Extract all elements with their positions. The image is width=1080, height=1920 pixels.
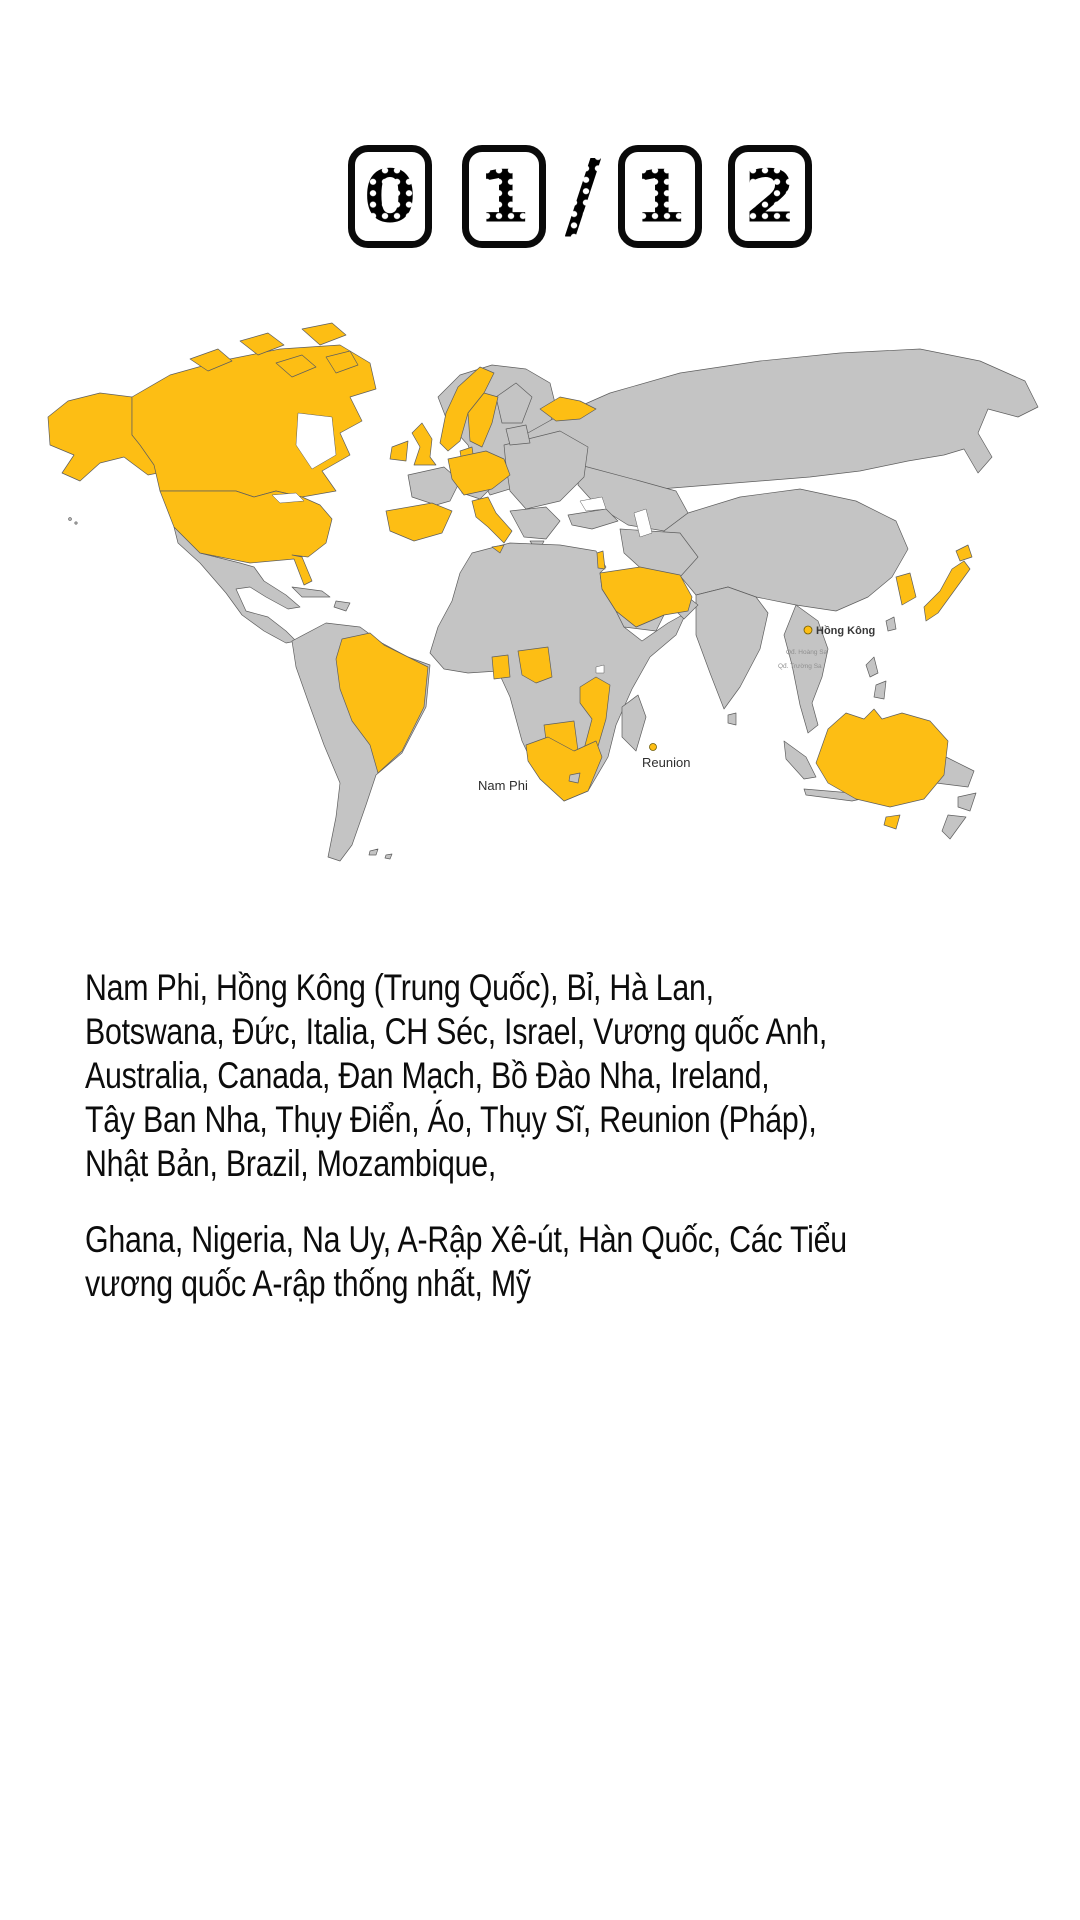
country-israel <box>597 551 605 569</box>
region-baltics <box>506 425 530 445</box>
country-south-africa <box>526 737 602 801</box>
counter-separator <box>552 139 614 251</box>
islands-hawaii-2 <box>75 522 77 524</box>
region-spain-portugal <box>386 503 452 541</box>
page-counter <box>348 138 814 251</box>
country-cuba <box>292 587 330 597</box>
reunion-marker <box>650 744 657 751</box>
nam-phi-label: Nam Phi <box>478 778 528 793</box>
country-ireland <box>390 441 408 461</box>
country-list <box>85 966 889 1306</box>
island-tasmania <box>884 815 900 829</box>
canada-arctic-island-4 <box>302 323 346 345</box>
country-china <box>664 489 908 611</box>
country-list-paragraph-2 <box>85 1218 889 1306</box>
island-sumatra <box>784 741 816 779</box>
truong-sa-label: Qđ. Trường Sa <box>778 663 822 670</box>
country-india <box>696 587 768 709</box>
island-sri-lanka <box>728 713 736 725</box>
country-south-korea <box>896 573 916 605</box>
reunion-label: Reunion <box>642 755 691 770</box>
counter-digit-box-3 <box>618 145 702 248</box>
country-list-line: Australia, Canada, Đan Mạch, Bồ Đào Nha, Ireland, <box>85 1055 770 1096</box>
hong-kong-marker <box>804 626 812 634</box>
counter-digit-2: 1 <box>477 153 531 239</box>
islands-hawaii <box>69 518 72 521</box>
country-list-line: Tây Ban Nha, Thụy Điển, Áo, Thụy Sĩ, Reunion (Pháp), <box>85 1099 817 1140</box>
counter-digit-box-2 <box>462 145 546 248</box>
country-philippines <box>866 657 886 699</box>
counter-digit-4: 2 <box>743 153 797 239</box>
islands-falkland <box>369 849 392 859</box>
country-taiwan <box>886 617 896 631</box>
hong-kong-label: Hồng Kông <box>816 625 876 637</box>
country-list-paragraph-1 <box>85 966 889 1186</box>
counter-digit-box-1 <box>348 145 432 248</box>
country-list-line: vương quốc A-rập thống nhất, Mỹ <box>85 1263 531 1304</box>
country-list-line: Nhật Bản, Brazil, Mozambique, <box>85 1143 497 1184</box>
counter-digit-box-4 <box>728 145 812 248</box>
world-map-svg <box>40 305 1045 865</box>
hoang-sa-label: Qđ. Hoàng Sa <box>786 649 828 656</box>
country-united-kingdom <box>412 423 436 465</box>
country-list-line: Botswana, Đức, Italia, CH Séc, Israel, Vương quốc Anh, <box>85 1011 828 1052</box>
region-balkans <box>510 507 560 539</box>
island-hispaniola <box>334 601 350 611</box>
country-new-zealand <box>942 793 976 839</box>
country-list-line: Nam Phi, Hồng Kông (Trung Quốc), Bỉ, Hà Lan, <box>85 967 714 1008</box>
counter-digit-3: 1 <box>633 153 687 239</box>
country-japan <box>924 545 972 621</box>
black-sea <box>580 497 606 511</box>
country-list-line: Ghana, Nigeria, Na Uy, A-Rập Xê-út, Hàn Quốc, Các Tiểu <box>85 1219 847 1260</box>
world-map <box>40 305 1045 865</box>
counter-digit-1: 0 <box>363 153 417 239</box>
counter-slash: / <box>564 138 602 251</box>
country-ghana <box>492 655 510 679</box>
